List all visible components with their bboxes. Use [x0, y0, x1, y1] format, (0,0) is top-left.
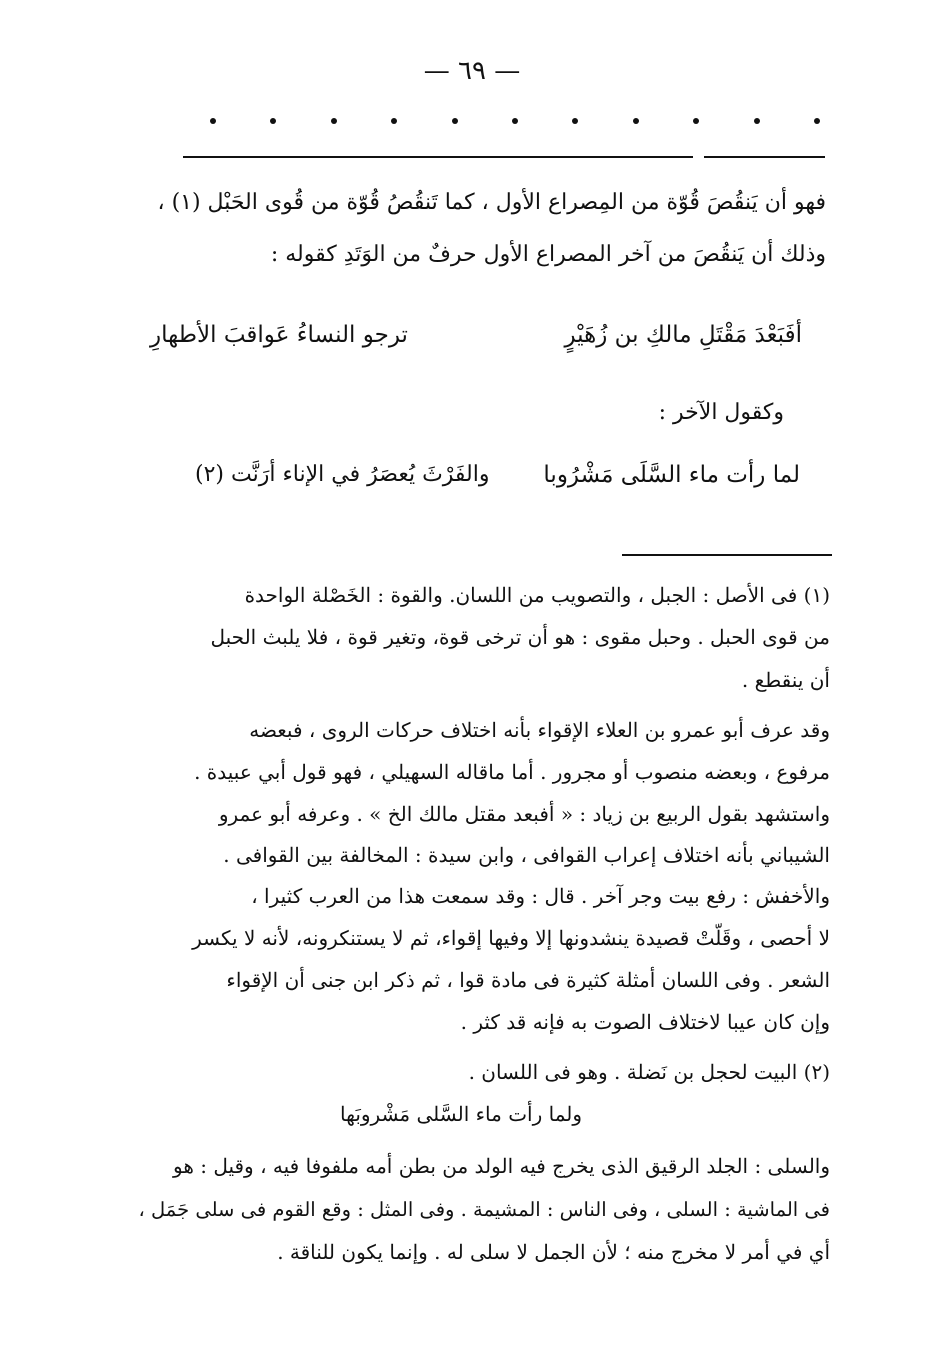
footnote-line: أي في أمر لا مخرج منه ؛ لأن الجمل لا سلى له . وإنما يكون للناقة . — [277, 1240, 830, 1264]
body-line-2: وذلك أن يَنقُصَ من آخر المصراع الأول حرفٌ من الوَتَدِ كقوله : — [270, 242, 826, 267]
footnote-line: والأخفش : رفع بيت وجر آخر . قال : وقد سمعت هذا من العرب كثيرا ، — [251, 884, 830, 908]
footnote-line: وقد عرف أبو عمرو بن العلاء الإقواء بأنه اختلاف حركات الروى ، فبعضه — [249, 718, 830, 742]
footnote-line: واستشهد بقول الربيع بن زياد : « أفبعد مقتل مالك الخ » . وعرفه أبو عمرو — [218, 802, 830, 826]
verse-2-second-hemistich: والفَرْثَ يُعصَرُ في الإناء أرَنَّت (٢) — [195, 462, 490, 487]
footnote-line: أن ينقطع . — [741, 668, 830, 692]
footnote-line: الشعر . وفى اللسان أمثلة كثيرة فى مادة قوا ، ثم ذكر ابن جنى أن الإقواء — [226, 968, 830, 992]
footnote-line: لا أحصى ، وقَلّتْ قصيدة ينشدونها إلا وفيها إقواء، ثم لا يستنكرونه، لأنه لا يكسر — [192, 926, 830, 950]
verse-intro: وكقول الآخر : — [658, 400, 784, 425]
footnote-line: من قوى الحبل . وحبل مقوى : هو أن ترخى قوة، وتغير قوة ، فلا يلبث الحبل — [210, 625, 830, 649]
verse-1-first-hemistich: أفَبَعْدَ مَقْتَلِ مالكِ بن زُهَيْرٍ — [564, 322, 802, 348]
verse-1-second-hemistich: ترجو النساءُ عَواقبَ الأطهارِ — [150, 322, 408, 348]
verse-2-first-hemistich: لما رأت ماء السَّلَى مَشْرُوبا — [543, 462, 800, 488]
footnotes — [120, 0, 830, 1351]
footnote-line: وإن كان عيبا لاختلاف الصوت به فإنه قد كثر . — [460, 1010, 830, 1034]
page-number: — ٦٩ — — [423, 56, 521, 86]
footnote-line: (١) فى الأصل : الجبل ، والتصويب من اللسان. والقوة : الخَصْلة الواحدة — [244, 583, 830, 607]
footnote-line: فى الماشية : السلى ، وفى الناس : المشيمة . وفى المثل : وقع القوم فى سلى جَمَل ، — [138, 1198, 830, 1221]
footnote-line: مرفوع ، وبعضه منصوب أو مجرور . أما ماقاله السهيلي ، فهو قول أبي عبيدة . — [194, 760, 830, 784]
footnote-line: (٢) البيت لحجل بن نَضلة . وهو فى اللسان . — [468, 1060, 830, 1084]
footnote-line: والسلى : الجلد الرقيق الذى يخرج فيه الولد من بطن أمه ملفوفا فيه ، وقيل : هو — [172, 1154, 830, 1178]
footnote-line: الشيباني بأنه اختلاف إعراب القوافى ، وابن سيدة : المخالفة بين القوافى . — [223, 843, 830, 867]
body-line-1: فهو أن يَنقُصَ قُوّة من المِصراع الأول ، كما تَنقُصُ قُوّة من قُوى الحَبْل (١) ، — [157, 190, 826, 215]
footnote-quoted-verse: ولما رأت ماء السَّلى مَشْروبَها — [340, 1102, 583, 1126]
